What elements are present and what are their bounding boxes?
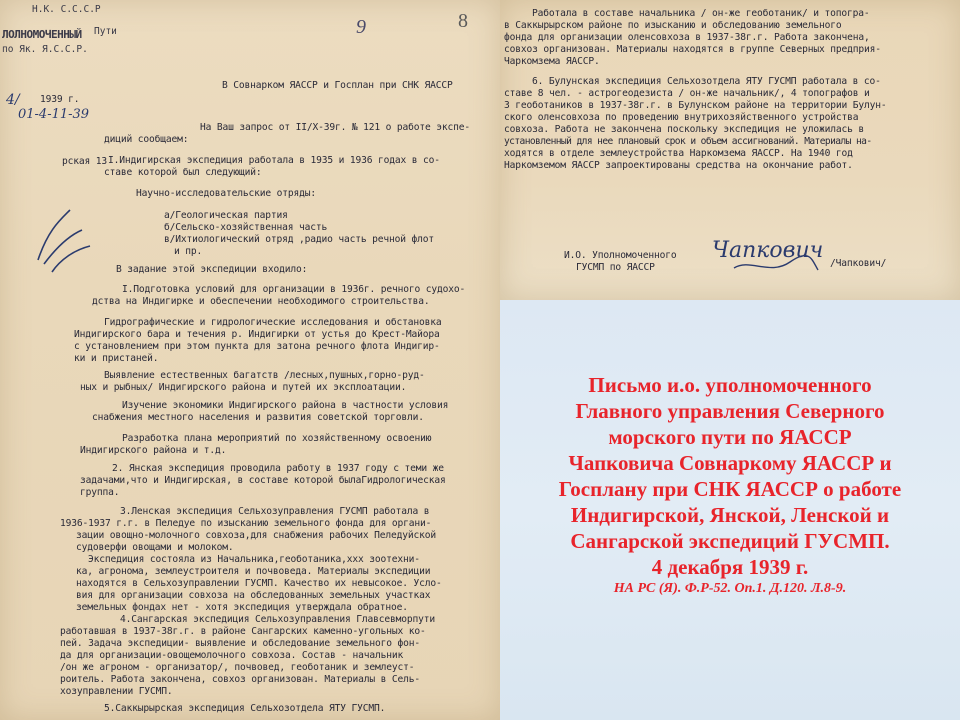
caption-panel bbox=[500, 300, 960, 720]
text-line: Экспедиция состояла из Начальника,геоботаника,ххх зоотехни- bbox=[88, 554, 420, 565]
text-line: В задание этой экспедиции входило: bbox=[116, 264, 308, 275]
text-line: ных и рыбных/ Индигирского района и путей их эксплоатации. bbox=[80, 382, 407, 393]
text-line: Изучение экономики Индигирского района в частности условия bbox=[122, 400, 449, 411]
text-line: Индигирского бара и течения р. Индигирки от устья до Крест-Майора bbox=[74, 329, 440, 340]
stamp-line: рская 13 bbox=[62, 156, 108, 167]
text-line: зации овощно-молочного совхоза,для снабжения рабочих Пеледуйской bbox=[76, 530, 437, 541]
text-line: 2. Янская экспедиция проводила работу в 1937 году с теми же bbox=[112, 463, 444, 474]
text-line: Разработка плана мероприятий по хозяйственному освоению bbox=[122, 433, 432, 444]
text-line: Гидрографические и гидрологические исследования и обстановка bbox=[104, 317, 442, 328]
text-line: находятся в Сельхозуправлении ГУСМП. Качество их невысокое. Усло- bbox=[76, 578, 442, 589]
text-line: совхоза. Работа не закончена поскольку экспедиция не уложилась в bbox=[504, 124, 865, 135]
stamp-line: Н.К. С.С.С.Р bbox=[32, 4, 101, 15]
text-line: а/Геологическая партия bbox=[164, 210, 288, 221]
text-line: I.Индигирская экспедиция работала в 1935 и 1936 годах в со- bbox=[108, 155, 440, 166]
caption-date: 4 декабря 1939 г. bbox=[651, 555, 809, 579]
text-line: Работала в составе начальника / он-же геоботаник/ и топогра- bbox=[532, 8, 870, 19]
text-line: 3 геоботаников в 1937-38г.г. в Булунском районе на территории Булун- bbox=[504, 100, 887, 111]
stamp-date: 1939 г. bbox=[40, 94, 80, 105]
text-line: снабжения местного населения и развития советской торговли. bbox=[92, 412, 424, 423]
text-line: ставе которой был следующий: bbox=[104, 167, 262, 178]
text-line: задачами,что и Индигирская, в составе которой былаГидрологическая bbox=[80, 475, 446, 486]
text-line: в/Ихтиологический отряд ,радио часть речной флот bbox=[164, 234, 435, 245]
text-line: б/Сельско-хозяйственная часть bbox=[164, 222, 328, 233]
handwritten-resolution bbox=[30, 200, 100, 280]
text-line: хозуправлении ГУСМП. bbox=[60, 686, 173, 697]
text-line: совхоз организован. Материалы находятся в группе Северных предприя- bbox=[504, 44, 881, 55]
caption-line: Сангарской экспедиций ГУСМП. bbox=[570, 529, 890, 553]
text-line: дства на Индигирке и обеспечении необходимого строительства. bbox=[92, 296, 430, 307]
text-line: и пр. bbox=[174, 246, 203, 257]
caption-line: Госплану при СНК ЯАССР о работе bbox=[558, 477, 902, 501]
office-stamp bbox=[2, 4, 117, 55]
text-line: Выявление естественных багатств /лесных,пушных,горно-руд- bbox=[104, 370, 425, 381]
text-line: роитель. Работа закончена, совхоз организован. Материалы в Сель- bbox=[60, 674, 421, 685]
text-line: 1936-1937 г.г. в Пеледуе по изысканию земельного фонда для органи- bbox=[60, 518, 432, 529]
handwritten-page-number: 9 bbox=[356, 16, 366, 38]
stamp-line: Пути bbox=[94, 26, 117, 37]
text-line: Наркомземом ЯАССР запроектированы средства на окончание работ. bbox=[504, 160, 853, 171]
text-line: Чаркомзема ЯАССР. bbox=[504, 56, 600, 67]
text-line: 3.Ленская экспедиция Сельхозуправления ГУСМП работала в bbox=[120, 506, 430, 517]
text-line: Индигирского района и т.д. bbox=[80, 445, 227, 456]
page-number: 8 bbox=[458, 10, 468, 32]
signature-title: И.О. Уполномоченного bbox=[564, 250, 677, 261]
text-line: Научно-исследовательские отряды: bbox=[136, 188, 317, 199]
text-line: ставе 8 чел. - астрогеодезиста / он-же начальник/, 4 топографов и bbox=[504, 88, 870, 99]
handwritten-signature: Чапкович bbox=[712, 238, 824, 263]
text-line: работавшая в 1937-38г.г. в районе Сангарских каменно-угольных ко- bbox=[60, 626, 426, 637]
caption-line: Чапковича Совнаркому ЯАССР и bbox=[568, 451, 892, 475]
caption-line: Главного управления Северного bbox=[575, 399, 885, 423]
stamp-line: ЛОЛНОМОЧЕННЫЙ bbox=[2, 28, 82, 41]
text-line: в Саккырырском районе по изысканию и обследованию земельного bbox=[504, 20, 842, 31]
text-line: ходятся в отделе землеустройства Наркомзема ЯАССР. На 1940 год bbox=[504, 148, 853, 159]
text-line: ки и пристаней. bbox=[74, 353, 159, 364]
signature-title: ГУСМП по ЯАССР bbox=[576, 262, 655, 273]
text-line: /он же агроном - организатор/, почвовед, геоботаник и землеуст- bbox=[60, 662, 415, 673]
text-line: да для организации-овощемолочного совхоза. Состав - начальник bbox=[60, 650, 404, 661]
handwritten-incoming-number: 01-4-11-39 bbox=[18, 107, 90, 122]
text-line: ского оленсовхоза по проведению внутрихозяйственного устройства bbox=[504, 112, 859, 123]
text-line: пей. Задача экспедиции- выявление и обследование земельного фон- bbox=[60, 638, 421, 649]
caption-line: Индигирской, Янской, Ленской и bbox=[570, 503, 890, 527]
text-line: 5.Саккырырская экспедиция Сельхозотдела ЯТУ ГУСМП. bbox=[104, 703, 386, 714]
text-line: На Ваш запрос от II/X-39г. № 121 о работе экспе- bbox=[200, 122, 471, 133]
text-line: вия для организации совхоза на обследованных земельных участках bbox=[76, 590, 431, 601]
text-line: 6. Булунская экспедиция Сельхозотдела ЯТУ ГУСМП работала в со- bbox=[532, 76, 881, 87]
text-line: ка, агронома, землеустроителя и почвоведа. Материалы экспедиции bbox=[76, 566, 431, 577]
caption-line: Письмо и.о. уполномоченного bbox=[588, 373, 872, 397]
text-line: земельных фондах нет - хотя экспедиция утверждала обратное. bbox=[76, 602, 408, 613]
text-line: I.Подготовка условий для организации в 1936г. речного судохо- bbox=[122, 284, 466, 295]
text-line: диций сообщаем: bbox=[104, 134, 189, 145]
caption-line: морского пути по ЯАССР bbox=[608, 425, 852, 449]
document-page-2 bbox=[500, 0, 960, 300]
addressee-line: В Совнарком ЯАССР и Госплан при СНК ЯАССР bbox=[222, 80, 453, 91]
text-line: фонда для организации оленсовхоза в 1937-38г.г. Работа закончена, bbox=[504, 32, 870, 43]
text-line: группа. bbox=[80, 487, 120, 498]
text-line: 4.Сангарская экспедиция Сельхозуправления Главсевморпути bbox=[120, 614, 436, 625]
handwritten-date: 4/ bbox=[6, 92, 20, 108]
stamp-line: по Як. Я.С.С.Р. bbox=[2, 44, 88, 55]
text-line: установленный для нее плановый срок и объем ассигнований. Материалы на- bbox=[504, 136, 872, 147]
signature-name: /Чапкович/ bbox=[830, 258, 887, 269]
archive-reference: НА РС (Я). Ф.Р-52. Оп.1. Д.120. Л.8-9. bbox=[613, 581, 847, 596]
signature-flourish bbox=[730, 250, 820, 280]
document-caption bbox=[520, 372, 940, 598]
text-line: с установлением при этом пункта для затона речного флота Индигир- bbox=[74, 341, 440, 352]
text-line: судоверфи овощами и молоком. bbox=[76, 542, 234, 553]
